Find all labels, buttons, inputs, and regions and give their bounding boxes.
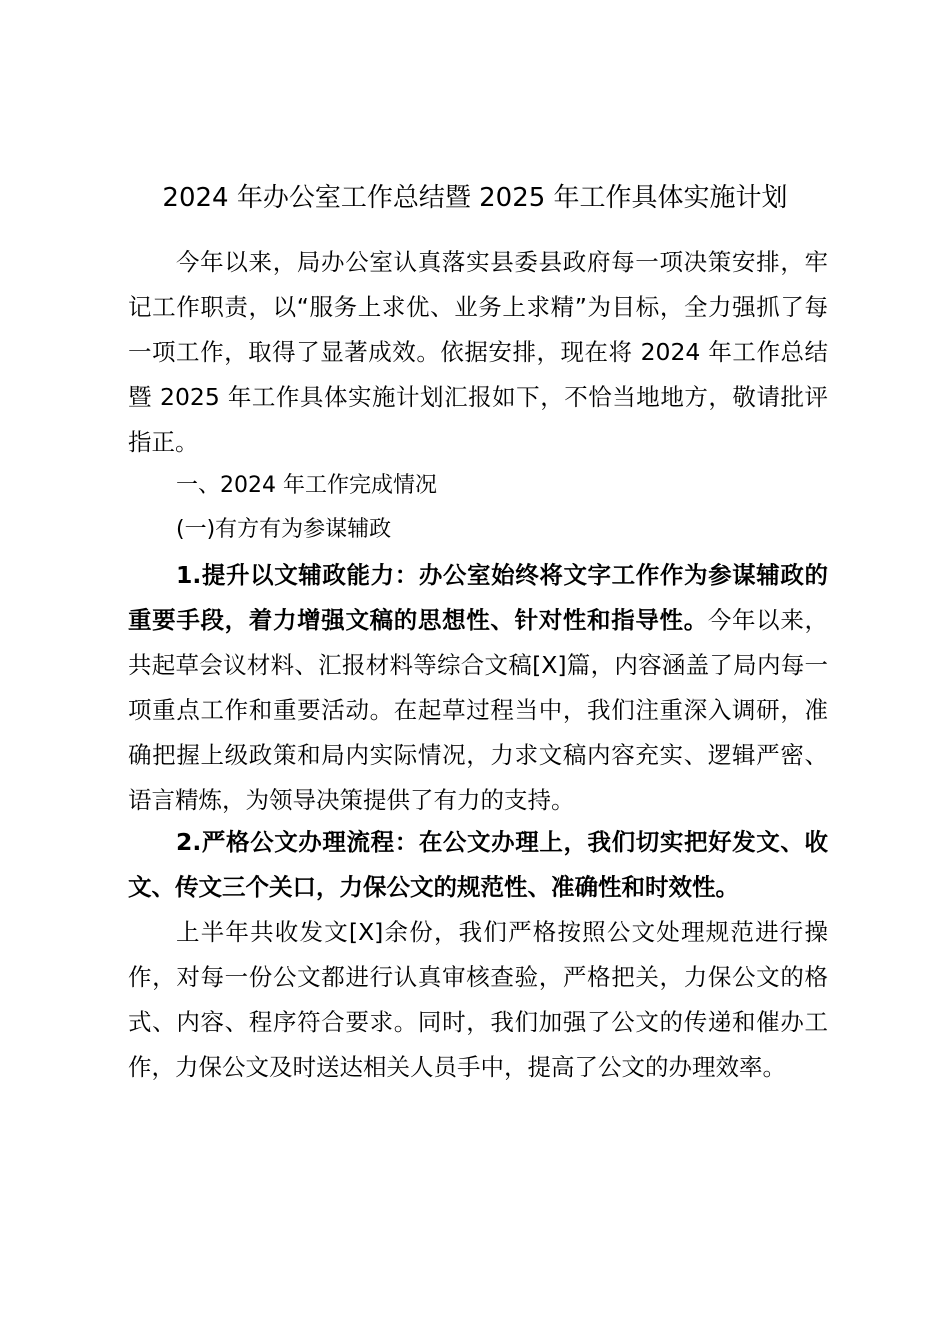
item-1-paragraph [128, 553, 828, 823]
item-2-paragraph: 2.严格公文办理流程：在公文办理上，我们切实把好发文、收文、传文三个关口，力保公文的规范性、准确性和时效性。 [128, 828, 828, 901]
item-2-detail-paragraph: 上半年共收发文[X]余份，我们严格按照公文处理规范进行操作，对每一份公文都进行认真审核查验，严格把关，力保公文的格式、内容、程序符合要求。同时，我们加强了公文的传递和催办工作，力保公文及时送达相关人员手中，提高了公文的办理效率。 [128, 918, 828, 1081]
document-title: 2024 年办公室工作总结暨 2025 年工作具体实施计划 [162, 183, 788, 213]
intro-paragraph: 今年以来，局办公室认真落实县委县政府每一项决策安排，牢记工作职责，以“服务上求优、业务上求精”为目标，全力强抓了每一项工作，取得了显著成效。依据安排，现在将 2024 年工作总结暨 2025 年工作具体实施计划汇报如下，不恰当地地方，敬请批评指正。 [128, 248, 828, 456]
item-1-text: 今年以来，共起草会议材料、汇报材料等综合文稿[X]篇，内容涵盖了局内每一项重点工作和重要活动。在起草过程当中，我们注重深入调研，准确把握上级政策和局内实际情况，力求文稿内容充实、逻辑严密、语言精炼，为领导决策提供了有力的支持。 [128, 606, 829, 814]
item-1-bold-lead: 1.提升以文辅政能力：办公室始终将文字工作作为参谋辅政的重要手段，着力增强文稿的思想性、针对性和指导性。 [128, 561, 828, 634]
subsection-heading: (一)有方有为参谋辅政 [176, 517, 392, 542]
section-heading: 一、2024 年工作完成情况 [176, 473, 437, 498]
